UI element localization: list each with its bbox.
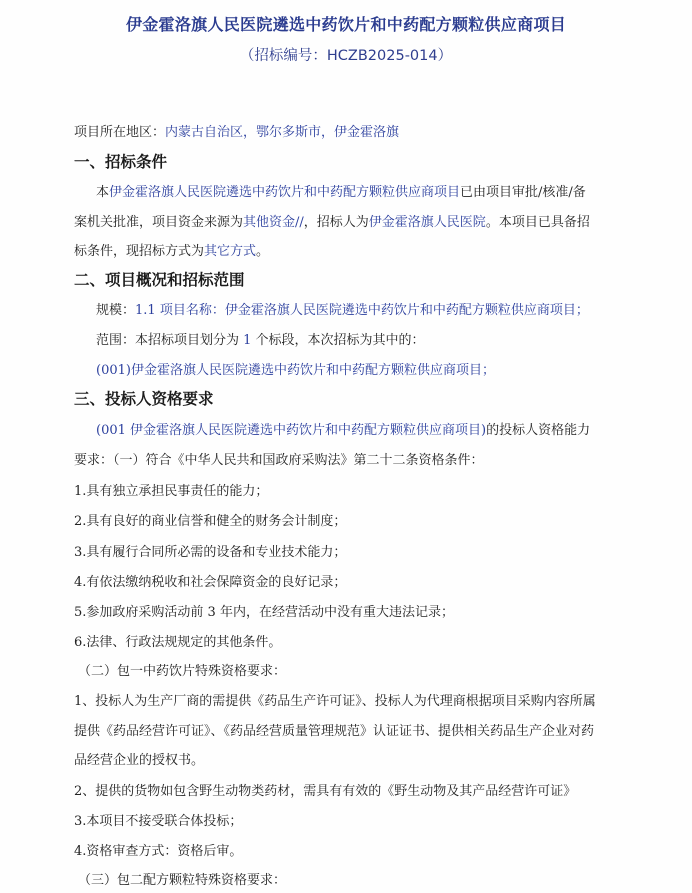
pack1-paragraph3: 3.本项目不接受联合体投标； (74, 814, 243, 829)
text-segment: 已由项目审批/核准/备 (460, 185, 586, 200)
region-label: 项目所在地区： (74, 125, 166, 140)
qualification-item: 6.法律、行政法规规定的其他条件。 (74, 635, 282, 650)
region-value: 内蒙古自治区，鄂尔多斯市，伊金霍洛旗 (165, 125, 400, 140)
pack1-heading: （二）包一中药饮片特殊资格要求： (78, 664, 287, 679)
section1-heading: 一、招标条件 (74, 153, 168, 171)
section1-paragraph-line2 (74, 211, 590, 230)
fund-source: 其他资金// (243, 215, 304, 230)
section3-heading: 三、投标人资格要求 (74, 390, 214, 408)
section2-heading: 二、项目概况和招标范围 (74, 271, 245, 289)
text-segment: 本 (96, 185, 110, 200)
pack1-paragraph4: 4.资格审查方式：资格后审。 (74, 844, 243, 859)
qualification-item: 5.参加政府采购活动前 3 年内，在经营活动中没有重大违法记录； (74, 605, 454, 620)
text-segment: 标条件，现招标方式为 (74, 244, 205, 259)
pack2-heading: （三）包二配方颗粒特殊资格要求： (78, 873, 287, 888)
pack1-paragraph2: 2、提供的货物如包含野生动物类药材，需具有有效的《野生动物及其产品经营许可证》 (74, 784, 577, 799)
tender-method: 其它方式 (204, 244, 257, 259)
qualification-intro-line1 (96, 419, 590, 438)
pack1-paragraph-line3: 品经营企业的授权书。 (74, 753, 205, 768)
text-segment: 。 (256, 244, 270, 259)
pack1-paragraph-line2: 提供《药品经营许可证》、《药品经营质量管理规范》认证证书、提供相关药品生产企业对药 (74, 724, 595, 739)
lot-line: (001)伊金霍洛旗人民医院遴选中药饮片和中药配方颗粒供应商项目； (96, 363, 495, 378)
lot-reference: (001 伊金霍洛旗人民医院遴选中药饮片和中药配方颗粒供应商项目) (96, 423, 487, 438)
scale-value: 1.1 项目名称：伊金霍洛旗人民医院遴选中药饮片和中药配方颗粒供应商项目； (135, 303, 589, 318)
pack1-paragraph-line1: 1、投标人为生产厂商的需提供《药品生产许可证》、投标人为代理商根据项目采购内容所属 (74, 694, 596, 709)
scope-label: 范围：本招标项目划分为 (96, 333, 244, 348)
qualification-item: 1.具有独立承担民事责任的能力； (74, 484, 269, 499)
qualification-item: 2.具有良好的商业信誉和健全的财务会计制度； (74, 514, 347, 529)
text-segment: ，招标人为 (303, 215, 369, 230)
lot-count: 1 (243, 333, 252, 348)
qualification-item: 3.具有履行合同所必需的设备和专业技术能力； (74, 545, 347, 560)
text-segment: 个标段，本次招标为其中的： (251, 333, 425, 348)
text-segment: 的投标人资格能力 (486, 423, 591, 438)
qualification-intro-line2: 要求：（一）符合《中华人民共和国政府采购法》第二十二条资格条件： (74, 453, 484, 468)
section1-paragraph-line1 (96, 181, 586, 200)
document-subtitle: （招标编号：HCZB2025-014） (239, 48, 453, 64)
document-title: 伊金霍洛旗人民医院遴选中药饮片和中药配方颗粒供应商项目 (125, 15, 567, 34)
scope-line (96, 329, 425, 348)
qualification-item: 4.有依法缴纳税收和社会保障资金的良好记录； (74, 575, 347, 590)
project-name: 伊金霍洛旗人民医院遴选中药饮片和中药配方颗粒供应商项目 (109, 185, 461, 200)
region-line (74, 121, 399, 140)
scale-line (96, 299, 589, 318)
section1-paragraph-line3 (74, 240, 269, 259)
text-segment: 案机关批准，项目资金来源为 (74, 215, 244, 230)
text-segment: 。本项目已具备招 (485, 215, 590, 230)
tenderer-name: 伊金霍洛旗人民医院 (368, 215, 486, 230)
scale-label: 规模： (96, 303, 136, 318)
